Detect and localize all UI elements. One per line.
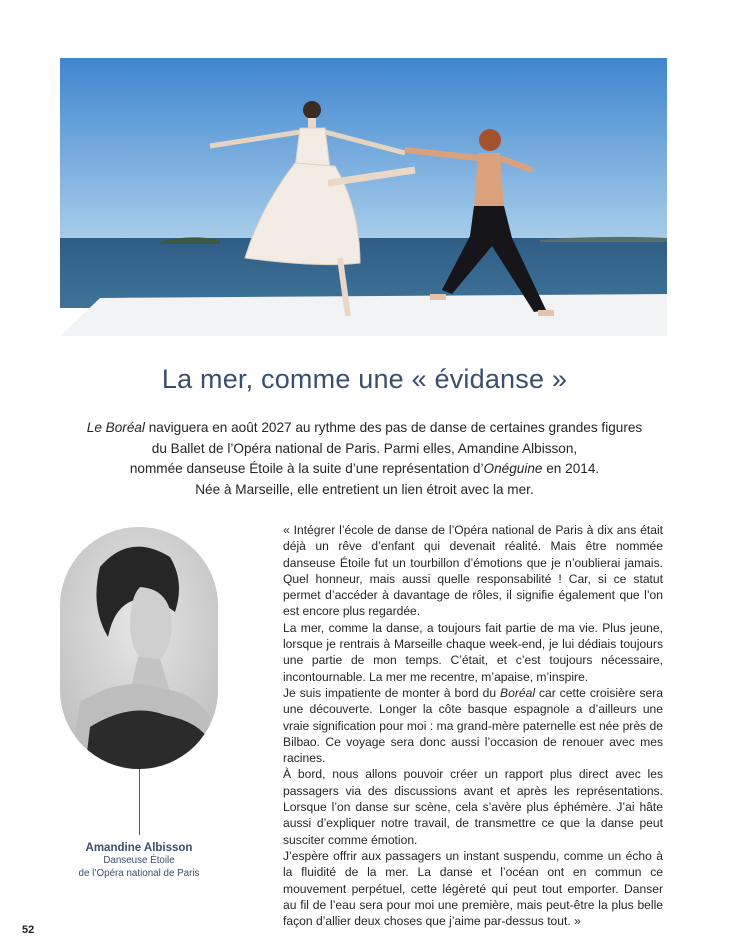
quote-paragraph: La mer, comme la danse, a toujours fait partie de ma vie. Plus jeune, lorsque je rentrais à Marseille chaque week-end, je lui dédiais toujours une partie de mon temps. C’était, et c’est toujours nécessaire, incontournable. La mer me recentre, m’apaise, m’inspire. — [283, 620, 663, 684]
ship-name: Le Boréal — [86, 420, 145, 435]
quote-paragraph: J’espère offrir aux passagers un instant suspendu, comme un écho à la fluidité de la mer. La danse et l’océan ont en commun ce mouvement perpétuel, cette légèreté qui peut tout emporter. Danser au fil de l’eau sera pour moi une première, mais peut-être la plus belle façon d’allier deux choses que j’aime par-dessus tout. » — [283, 848, 663, 929]
portrait-photo — [60, 527, 218, 769]
intro-line — [70, 459, 659, 480]
caption-name: Amandine Albisson — [85, 842, 193, 854]
hero-photo — [60, 58, 667, 336]
caption-leader-line — [139, 769, 140, 835]
dancers-photo-illustration — [60, 58, 667, 336]
page-number: 52 — [22, 924, 35, 936]
quote-paragraph: « Intégrer l’école de danse de l’Opéra national de Paris à dix ans était déjà un rêve d’enfant qui devenait réalité. Mais être nommée danseuse Étoile fut un tourbillon d’émotions que je n’oublierai jamais. Quel honneur, mais aussi quelle responsabilité ! Car, si ce statut permet d’accéder à davantage de rôles, il signifie également que l’on est encore plus regardée. — [283, 523, 663, 619]
intro-text: naviguera en août 2027 au rythme des pas de danse de certaines grandes figures — [144, 420, 643, 435]
ballet-title: Onéguine — [483, 461, 543, 476]
quote-paragraph: À bord, nous allons pouvoir créer un rapport plus direct avec les passagers via des discussions avant et après les représentations. Lorsque l’on danse sur scène, cela s’avère plus éphémère. J’ai hâte aussi d’expliquer notre travail, de transmettre ce que la danse peut susciter comme émotion. — [283, 767, 663, 847]
intro-text: nommée danseuse Étoile à la suite d’une représentation d’ — [129, 461, 484, 476]
article-title: La mer, comme une « évidanse » — [161, 364, 568, 394]
intro-text: en 2014. — [542, 461, 600, 476]
interview-quote — [283, 522, 663, 929]
caption-role: Danseuse Étoile — [103, 855, 175, 866]
intro-line: Née à Marseille, elle entretient un lien étroit avec la mer. — [195, 481, 534, 497]
portrait-illustration — [60, 527, 218, 769]
quote-text: car cette croisière sera une découverte. Longer la côte basque espagnole a d’ailleurs une vraie signification pour moi : ma grand-mère paternelle est née près de Bilbao. Ce voyage sera donc aussi l’occasion de renouer avec mes racines. — [283, 685, 664, 766]
ship-name: Boréal — [500, 685, 536, 700]
intro-line — [70, 418, 659, 439]
intro-line: du Ballet de l’Opéra national de Paris. Parmi elles, Amandine Albisson, — [151, 440, 578, 456]
quote-text: Je suis impatiente de monter à bord du — [283, 685, 501, 700]
caption-role: de l’Opéra national de Paris — [78, 867, 200, 879]
quote-paragraph — [283, 685, 663, 766]
portrait-caption — [60, 841, 218, 880]
intro-paragraph — [70, 418, 659, 500]
